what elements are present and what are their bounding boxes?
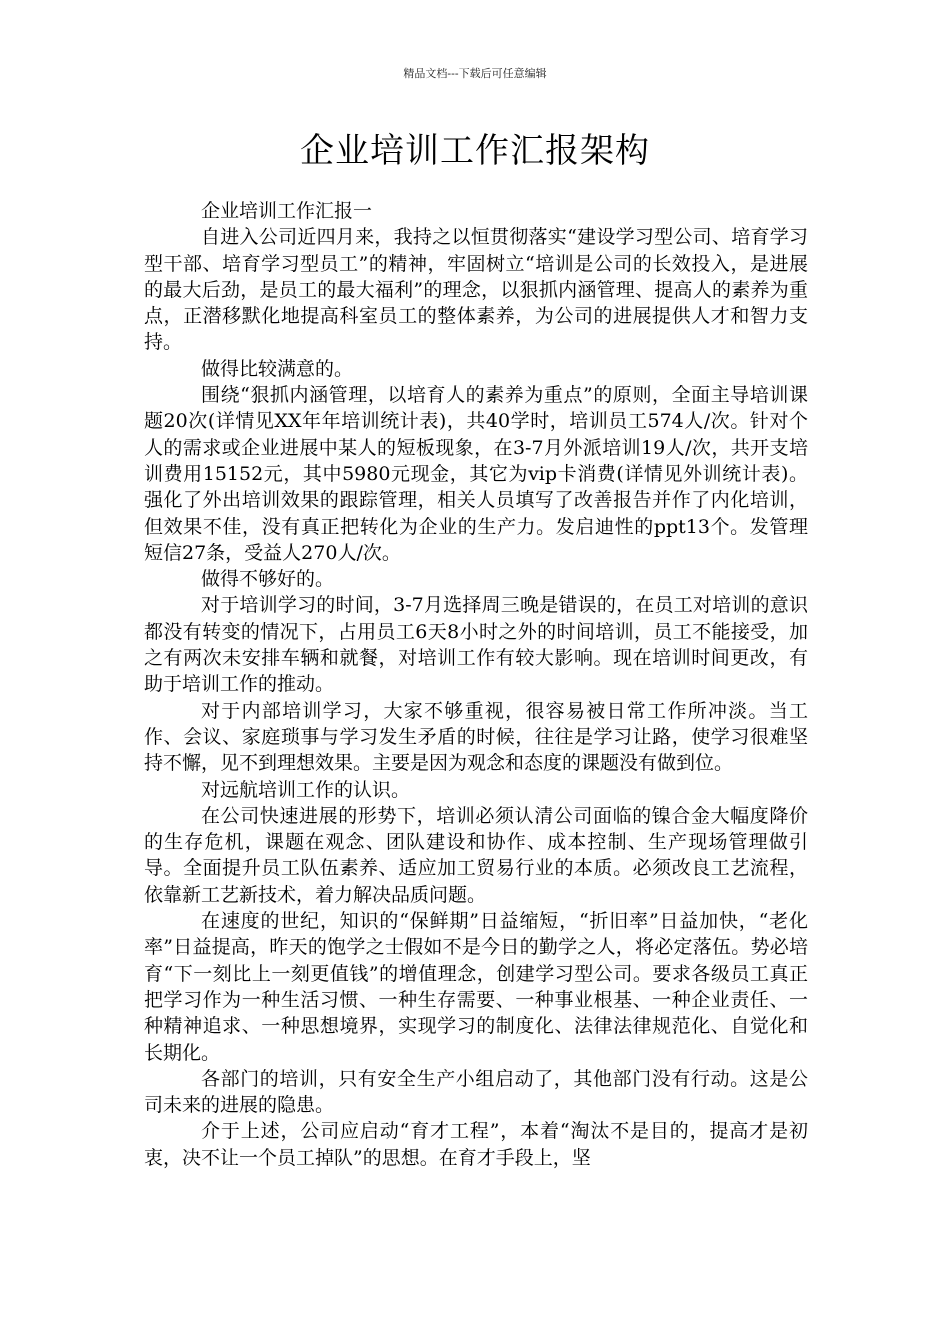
section-heading: 做得不够好的。 (201, 568, 335, 591)
paragraph: 介于上述，公司应启动“育才工程”，本着“淘汰不是目的，提高才是初衷，决不让一个员工掉队”的思想。在育才手段上，坚 (144, 1120, 808, 1169)
paragraph: 在速度的世纪，知识的“保鲜期”日益缩短，“折旧率”日益加快，“老化率”日益提高，昨天的饱学之士假如不是今日的勤学之人，将必定落伍。势必培育“下一刻比上一刻更值钱”的增值理念，创建学习型公司。要求各级员工真正把学习作为一种生活习惯、一种生存需要、一种事业根基、一种企业责任、一种精神追求、一种思想境界，实现学习的制度化、法律法律规范化、自觉化和长期化。 (144, 910, 808, 1064)
paragraph: 围绕“狠抓内涵管理，以培育人的素养为重点”的原则，全面主导培训课题20次(详情见XX年年培训统计表)，共40学时，培训员工574人/次。针对个人的需求或企业进展中某人的短板现象，在3-7月外派培训19人/次，共开支培训费用15152元，其中5980元现金，其它为vip卡消费(详情见外训统计表)。强化了外出培训效果的跟踪管理，相关人员填写了改善报告并作了内化培训，但效果不佳，没有真正把转化为企业的生产力。发启迪性的ppt13个。发管理短信27条，受益人270人/次。 (144, 384, 808, 564)
paragraph: 对于培训学习的时间，3-7月选择周三晚是错误的，在员工对培训的意识都没有转变的情况下，占用员工6天8小时之外的时间培训，员工不能接受，加之有两次未安排车辆和就餐，对培训工作有较大影响。现在培训时间更改，有助于培训工作的推动。 (144, 594, 808, 696)
section-heading: 做得比较满意的。 (201, 357, 354, 380)
section-heading: 对远航培训工作的认识。 (201, 778, 411, 801)
paragraph: 自进入公司近四月来，我持之以恒贯彻落实“建设学习型公司、培育学习型干部、培育学习型员工”的精神，牢固树立“培训是公司的长效投入，是进展的最大后劲，是员工的最大福利”的理念，以狠抓内涵管理、提高人的素养为重点，正潜移默化地提高科室员工的整体素养，为公司的进展提供人才和智力支持。 (144, 226, 808, 354)
paragraph: 在公司快速进展的形势下，培训必须认清公司面临的镍合金大幅度降价的生存危机，课题在观念、团队建设和协作、成本控制、生产现场管理做引导。全面提升员工队伍素养、适应加工贸易行业的本质。必须改良工艺流程，依靠新工艺新技术，着力解决品质问题。 (144, 804, 808, 906)
section-heading: 企业培训工作汇报一 (201, 200, 373, 222)
document-body (144, 198, 808, 1171)
paragraph: 对于内部培训学习，大家不够重视，很容易被日常工作所冲淡。当工作、会议、家庭琐事与学习发生矛盾的时候，往往是学习让路，使学习很难坚持不懈，见不到理想效果。主要是因为观念和态度的课题没有做到位。 (144, 699, 808, 775)
header-note: 精品文档---下载后可任意编辑 (403, 67, 547, 80)
paragraph: 各部门的培训，只有安全生产小组启动了，其他部门没有行动。这是公司未来的进展的隐患。 (144, 1067, 808, 1117)
document-title: 企业培训工作汇报架构 (300, 131, 650, 171)
